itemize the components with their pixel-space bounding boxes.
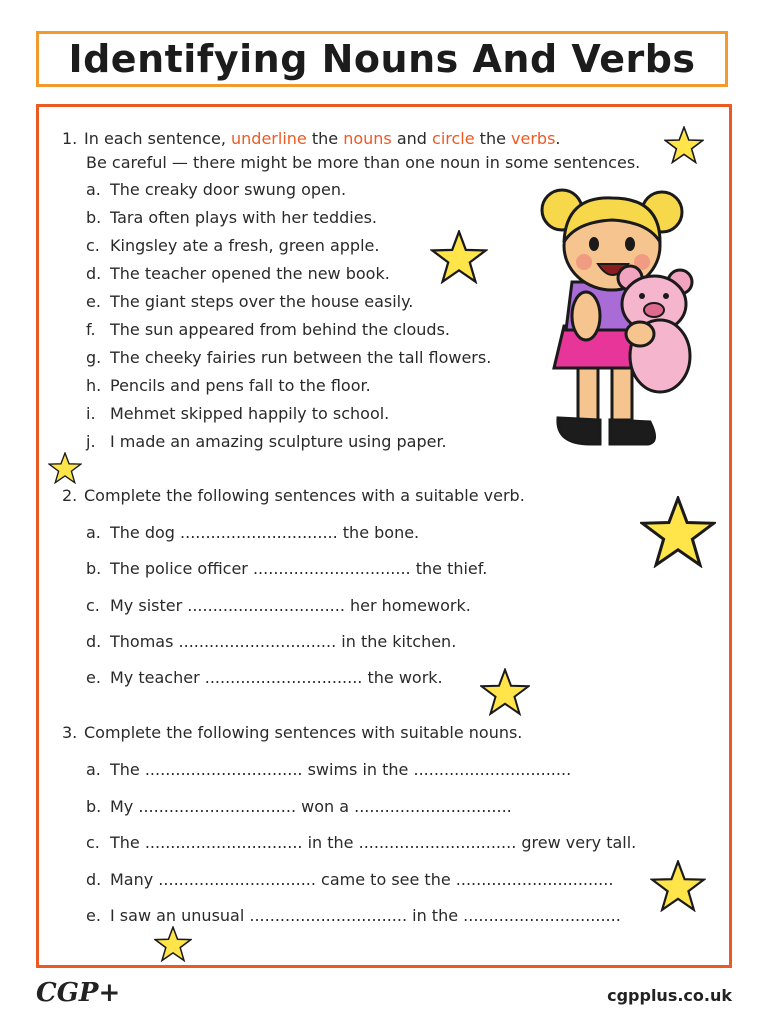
q1-intro-verbs: verbs [511,129,556,148]
q2-item [86,559,487,578]
q3-item [86,906,621,925]
q2-intro [62,486,525,505]
q1-intro-circle: circle [432,129,475,148]
q1-item [86,236,379,255]
q1-intro-p8: . [555,129,561,148]
q3-intro-text: Complete the following sentences with suitable nouns. [84,723,523,742]
item-text: The giant steps over the house easily. [110,292,414,311]
item-letter: e. [86,906,101,925]
item-letter: a. [86,760,101,779]
q1-item [86,320,450,339]
q3-item [86,870,613,889]
item-text: Many ............................... came to see the ............................... [110,870,614,889]
item-text: My sister ............................... her homework. [110,596,471,615]
item-letter: e. [86,668,101,687]
item-text: The teacher opened the new book. [110,264,390,283]
page-title: Identifying Nouns And Verbs [68,37,696,81]
item-text: The police officer ............................... the thief. [110,559,488,578]
item-letter: d. [86,632,102,651]
item-text: Tara often plays with her teddies. [110,208,377,227]
q1-item [86,432,447,451]
star-icon [48,452,82,484]
item-letter: b. [86,797,102,816]
q3-intro [62,723,522,742]
footer-url: cgpplus.co.uk [607,986,732,1005]
item-letter: f. [86,320,96,339]
q3-item [86,760,571,779]
q1-item [86,180,346,199]
item-letter: b. [86,208,102,227]
item-text: Kingsley ate a fresh, green apple. [110,236,380,255]
item-letter: d. [86,870,102,889]
item-text: Thomas ............................... in the kitchen. [110,632,457,651]
q3-item [86,797,512,816]
q2-item [86,632,456,651]
q1-item [86,264,390,283]
item-letter: i. [86,404,96,423]
q1-number: 1. [62,129,78,148]
q1-item [86,292,413,311]
item-text: Pencils and pens fall to the floor. [110,376,371,395]
item-letter: a. [86,180,101,199]
star-icon [154,926,192,962]
star-icon [640,496,716,568]
item-letter: b. [86,559,102,578]
item-text: I saw an unusual ............................... in the ............................... [110,906,621,925]
q1-intro-underline: underline [231,129,307,148]
q3-number: 3. [62,723,78,742]
q2-item [86,596,471,615]
item-letter: j. [86,432,96,451]
item-text: The dog ............................... the bone. [110,523,420,542]
item-text: The sun appeared from behind the clouds. [110,320,451,339]
q3-item [86,833,636,852]
q1-intro-p4: and [391,129,433,148]
item-text: Mehmet skipped happily to school. [110,404,390,423]
item-text: My ............................... won a ............................... [110,797,512,816]
star-icon [664,126,704,164]
item-text: My teacher ............................... the work. [110,668,443,687]
item-letter: e. [86,292,101,311]
item-letter: c. [86,596,100,615]
item-letter: c. [86,833,100,852]
girl-with-teddy-illustration [520,186,708,456]
cgp-logo: CGP+ [36,978,121,1008]
item-text: The ............................... in the ............................... grew very tall. [110,833,637,852]
item-letter: h. [86,376,102,395]
star-icon [430,230,488,284]
title-box [36,31,728,87]
q2-item [86,523,419,542]
item-letter: c. [86,236,100,255]
q1-intro-p2: the [306,129,344,148]
q1-intro-p0: In each sentence, [84,129,232,148]
q1-item [86,348,491,367]
item-letter: d. [86,264,102,283]
q1-intro-line2: Be careful — there might be more than one noun in some sentences. [86,153,641,172]
q1-item [86,376,371,395]
q1-intro [62,129,561,148]
item-letter: g. [86,348,102,367]
item-text: The creaky door swung open. [110,180,347,199]
item-text: The cheeky fairies run between the tall flowers. [110,348,492,367]
q2-number: 2. [62,486,78,505]
item-letter: a. [86,523,101,542]
item-text: I made an amazing sculpture using paper. [110,432,447,451]
item-text: The ............................... swims in the ............................... [110,760,572,779]
q2-item [86,668,443,687]
q1-intro-p6: the [474,129,512,148]
star-icon [480,668,530,716]
star-icon [650,860,706,912]
q1-intro-nouns: nouns [343,129,392,148]
q2-intro-text: Complete the following sentences with a suitable verb. [84,486,525,505]
q1-item [86,404,389,423]
q1-item [86,208,377,227]
